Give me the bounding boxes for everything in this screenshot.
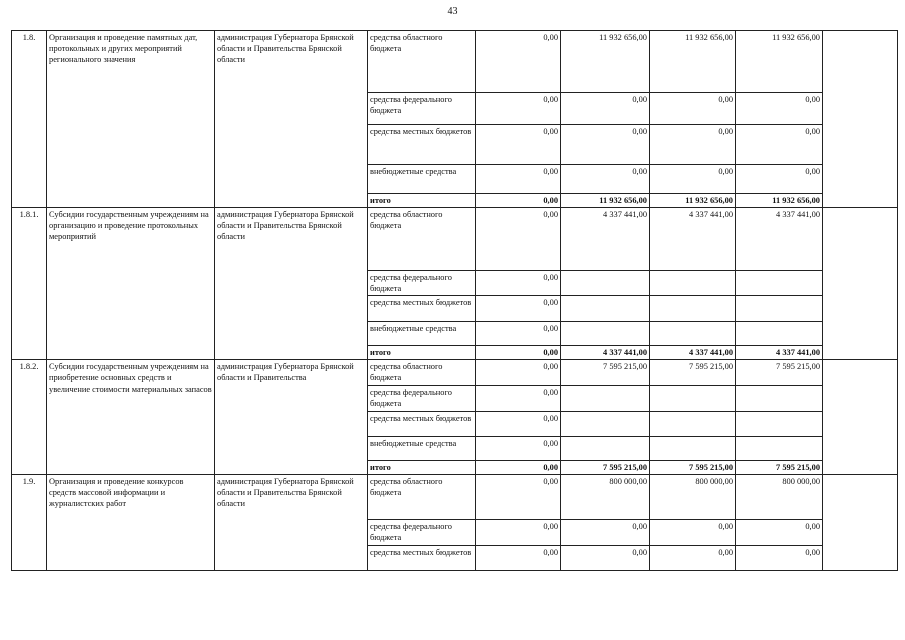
amount-cell: 7 595 215,00 xyxy=(650,360,736,386)
amount-cell: 0,00 xyxy=(476,519,561,545)
amount-cell: 0,00 xyxy=(476,360,561,386)
amount-cell: 0,00 xyxy=(476,411,561,436)
amount-cell: 0,00 xyxy=(650,519,736,545)
amount-cell: 4 337 441,00 xyxy=(561,208,650,271)
total-cell: 7 595 215,00 xyxy=(650,460,736,474)
item-name: Субсидии государственным учреждениям на приобретение основных средств и увеличение стоимости материальных запасов xyxy=(47,360,215,474)
item-executor: администрация Губернатора Брянской области и Правительства Брянской области xyxy=(215,31,368,208)
funding-source: внебюджетные средства xyxy=(368,436,476,460)
funding-source: средства местных бюджетов xyxy=(368,296,476,322)
amount-cell: 0,00 xyxy=(736,125,823,165)
empty-cell xyxy=(823,360,898,474)
item-number: 1.8. xyxy=(12,31,47,208)
amount-cell: 0,00 xyxy=(476,474,561,519)
table-row xyxy=(12,31,898,93)
funding-source: средства местных бюджетов xyxy=(368,545,476,570)
amount-cell: 0,00 xyxy=(476,125,561,165)
total-cell: 11 932 656,00 xyxy=(736,194,823,208)
amount-cell xyxy=(561,322,650,346)
table-row xyxy=(12,208,898,271)
amount-cell xyxy=(561,411,650,436)
item-name: Организация и проведение памятных дат, протокольных и других мероприятий регионального значения xyxy=(47,31,215,208)
table-row xyxy=(12,360,898,386)
total-cell: 0,00 xyxy=(476,346,561,360)
item-name: Субсидии государственным учреждениям на организацию и проведение протокольных мероприятий xyxy=(47,208,215,360)
amount-cell xyxy=(650,322,736,346)
amount-cell xyxy=(561,296,650,322)
amount-cell: 0,00 xyxy=(736,165,823,194)
funding-source: внебюджетные средства xyxy=(368,165,476,194)
funding-source: средства федерального бюджета xyxy=(368,386,476,411)
funding-source: средства областного бюджета xyxy=(368,31,476,93)
item-executor: администрация Губернатора Брянской области и Правительства Брянской области xyxy=(215,474,368,570)
amount-cell: 0,00 xyxy=(476,31,561,93)
amount-cell: 0,00 xyxy=(650,545,736,570)
amount-cell xyxy=(736,296,823,322)
amount-cell: 0,00 xyxy=(476,545,561,570)
amount-cell: 0,00 xyxy=(561,519,650,545)
amount-cell: 0,00 xyxy=(736,545,823,570)
amount-cell: 0,00 xyxy=(476,93,561,125)
amount-cell: 0,00 xyxy=(476,165,561,194)
item-executor: администрация Губернатора Брянской области и Правительства xyxy=(215,360,368,474)
amount-cell xyxy=(650,296,736,322)
item-number: 1.9. xyxy=(12,474,47,570)
total-cell: 4 337 441,00 xyxy=(561,346,650,360)
amount-cell: 800 000,00 xyxy=(736,474,823,519)
amount-cell xyxy=(650,436,736,460)
amount-cell: 800 000,00 xyxy=(650,474,736,519)
amount-cell xyxy=(561,271,650,296)
amount-cell: 7 595 215,00 xyxy=(736,360,823,386)
amount-cell: 0,00 xyxy=(476,436,561,460)
item-executor: администрация Губернатора Брянской области и Правительства Брянской области xyxy=(215,208,368,360)
amount-cell: 11 932 656,00 xyxy=(650,31,736,93)
amount-cell xyxy=(736,411,823,436)
page-number: 43 xyxy=(447,6,458,17)
total-label: итого xyxy=(368,194,476,208)
amount-cell xyxy=(736,386,823,411)
amount-cell: 0,00 xyxy=(476,386,561,411)
funding-source: средства областного бюджета xyxy=(368,360,476,386)
amount-cell: 0,00 xyxy=(476,208,561,271)
amount-cell: 4 337 441,00 xyxy=(736,208,823,271)
total-cell: 4 337 441,00 xyxy=(736,346,823,360)
amount-cell: 0,00 xyxy=(561,545,650,570)
funding-source: средства федерального бюджета xyxy=(368,93,476,125)
empty-cell xyxy=(823,31,898,208)
amount-cell: 7 595 215,00 xyxy=(561,360,650,386)
amount-cell xyxy=(650,411,736,436)
amount-cell: 0,00 xyxy=(476,322,561,346)
amount-cell: 0,00 xyxy=(650,93,736,125)
total-cell: 11 932 656,00 xyxy=(561,194,650,208)
amount-cell: 800 000,00 xyxy=(561,474,650,519)
amount-cell xyxy=(736,271,823,296)
total-cell: 4 337 441,00 xyxy=(650,346,736,360)
amount-cell xyxy=(561,386,650,411)
funding-source: средства областного бюджета xyxy=(368,208,476,271)
item-number: 1.8.1. xyxy=(12,208,47,360)
funding-source: средства местных бюджетов xyxy=(368,125,476,165)
amount-cell: 0,00 xyxy=(650,165,736,194)
amount-cell: 0,00 xyxy=(476,296,561,322)
total-cell: 0,00 xyxy=(476,460,561,474)
total-cell: 0,00 xyxy=(476,194,561,208)
amount-cell xyxy=(736,436,823,460)
empty-cell xyxy=(823,474,898,570)
funding-source: внебюджетные средства xyxy=(368,322,476,346)
total-cell: 11 932 656,00 xyxy=(650,194,736,208)
amount-cell: 11 932 656,00 xyxy=(561,31,650,93)
empty-cell xyxy=(823,208,898,360)
amount-cell: 0,00 xyxy=(736,93,823,125)
amount-cell: 0,00 xyxy=(736,519,823,545)
funding-source: средства федерального бюджета xyxy=(368,271,476,296)
funding-source: средства федерального бюджета xyxy=(368,519,476,545)
amount-cell: 0,00 xyxy=(561,165,650,194)
funding-source: средства областного бюджета xyxy=(368,474,476,519)
amount-cell: 0,00 xyxy=(561,93,650,125)
total-cell: 7 595 215,00 xyxy=(736,460,823,474)
amount-cell: 11 932 656,00 xyxy=(736,31,823,93)
total-label: итого xyxy=(368,460,476,474)
budget-table xyxy=(11,30,898,571)
amount-cell xyxy=(650,271,736,296)
amount-cell: 0,00 xyxy=(650,125,736,165)
amount-cell: 4 337 441,00 xyxy=(650,208,736,271)
total-cell: 7 595 215,00 xyxy=(561,460,650,474)
table-row xyxy=(12,474,898,519)
item-number: 1.8.2. xyxy=(12,360,47,474)
item-name: Организация и проведение конкурсов средств массовой информации и журналистских работ xyxy=(47,474,215,570)
amount-cell xyxy=(561,436,650,460)
amount-cell xyxy=(650,386,736,411)
amount-cell: 0,00 xyxy=(561,125,650,165)
amount-cell xyxy=(736,322,823,346)
funding-source: средства местных бюджетов xyxy=(368,411,476,436)
total-label: итого xyxy=(368,346,476,360)
amount-cell: 0,00 xyxy=(476,271,561,296)
